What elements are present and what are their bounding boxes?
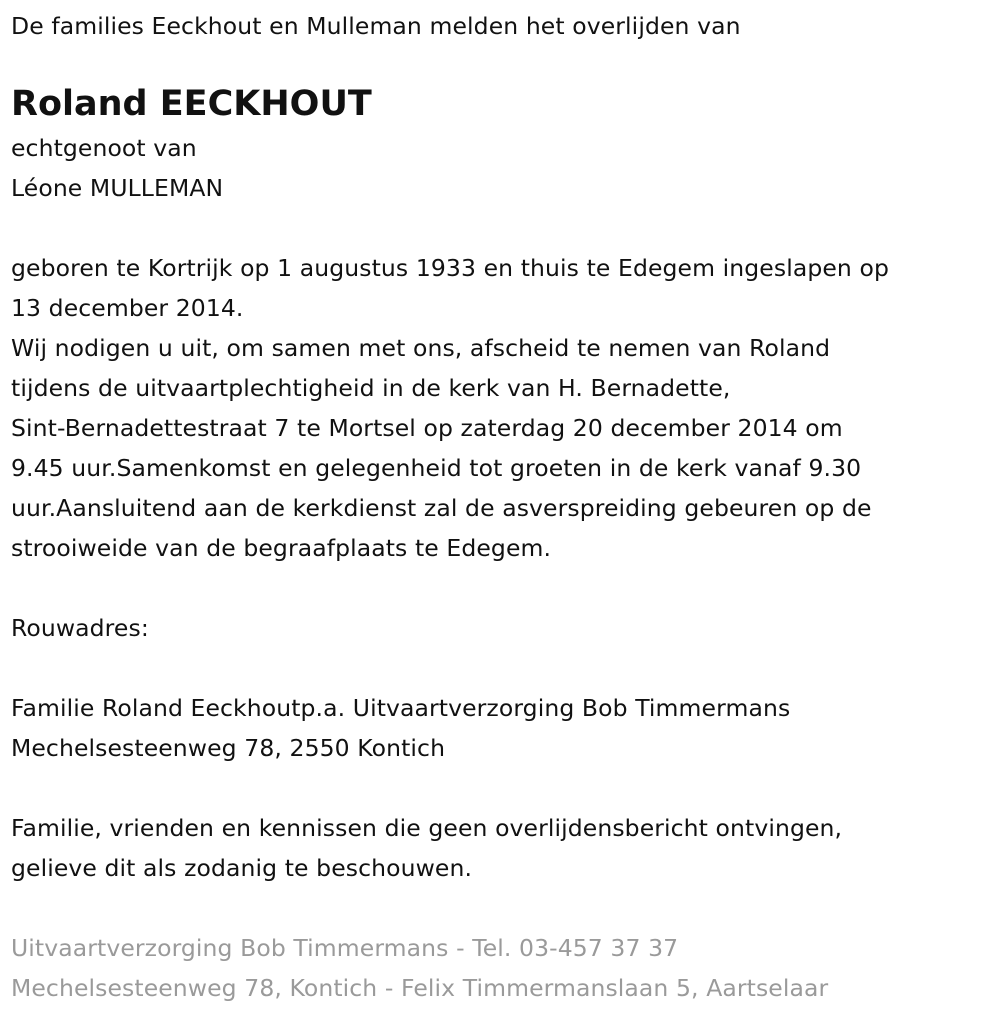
funeral-home-footer [11, 928, 996, 1008]
relation-text: echtgenoot van [11, 134, 197, 162]
body-line: Sint-Bernadettestraat 7 te Mortsel op zaterdag 20 december 2014 om [11, 414, 843, 442]
body-line: strooiweide van de begraafplaats te Edegem. [11, 534, 552, 562]
footer-line: Uitvaartverzorging Bob Timmermans - Tel. 03-457 37 37 [11, 934, 679, 962]
mourning-address-line: Familie Roland Eeckhoutp.a. Uitvaartverzorging Bob Timmermans [11, 694, 791, 722]
body-line: 13 december 2014. [11, 294, 244, 322]
body-line: tijdens de uitvaartplechtigheid in de kerk van H. Bernadette, [11, 374, 731, 402]
body-line: uur.Aansluitend aan de kerkdienst zal de asverspreiding gebeuren op de [11, 494, 872, 522]
body-line: 9.45 uur.Samenkomst en gelegenheid tot groeten in de kerk vanaf 9.30 [11, 454, 862, 482]
obituary-notice [11, 6, 996, 1008]
mourning-address [11, 688, 996, 768]
notice-line: Familie, vrienden en kennissen die geen overlijdensbericht ontvingen, [11, 814, 843, 842]
obituary-body [11, 248, 996, 568]
notice [11, 808, 996, 888]
notice-line: gelieve dit als zodanig te beschouwen. [11, 854, 473, 882]
intro-text: De families Eeckhout en Mulleman melden het overlijden van [11, 12, 741, 40]
footer-line: Mechelsesteenweg 78, Kontich - Felix Timmermanslaan 5, Aartselaar [11, 974, 829, 1002]
body-line: Wij nodigen u uit, om samen met ons, afscheid te nemen van Roland [11, 334, 831, 362]
body-line: geboren te Kortrijk op 1 augustus 1933 en thuis te Edegem ingeslapen op [11, 254, 889, 282]
mourning-address-label: Rouwadres: [11, 614, 149, 642]
mourning-address-line: Mechelsesteenweg 78, 2550 Kontich [11, 734, 446, 762]
deceased-name: Roland EECKHOUT [11, 84, 372, 124]
spouse-name: Léone MULLEMAN [11, 174, 224, 202]
